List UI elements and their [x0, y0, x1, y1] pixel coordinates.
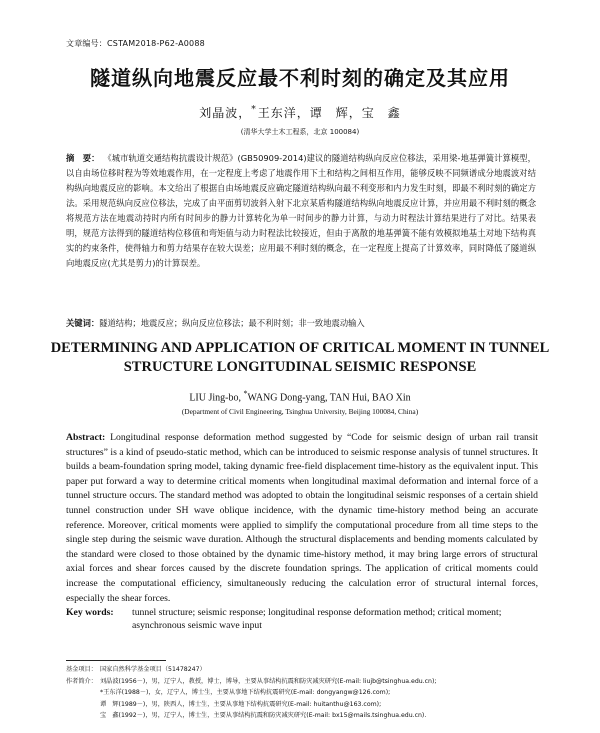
- chinese-abstract: [66, 151, 536, 271]
- english-title-line: STRUCTURE LONGITUDINAL SEISMIC RESPONSE: [123, 359, 477, 375]
- fund-text: 国家自然科学基金项目（51478247）: [100, 666, 206, 673]
- article-number: 文章编号：CSTAM2018-P62-A0088: [66, 39, 205, 48]
- footnote-row: [66, 676, 546, 688]
- footnotes: [66, 664, 546, 722]
- author-bio: 刘晶波(1956－)，男，辽宁人，教授，博士，博导，主要从事结构抗震和防灾减灾研究(E-mail: liujb@tsinghua.edu.cn);: [100, 677, 437, 685]
- chinese-abstract-text: 《城市轨道交通结构抗震设计规范》(GB50909-2014)建议的隧道结构纵向反应位移法，采用梁-地基弹簧计算模型，以自由场位移时程为等效地震作用，在一定程度上考虑了地震作用下土和结构之间相互作用，能够反映不同频谱成分地震波对结构纵向地震反应的影响。本文给出了根据自由场地震反应确定隧道结构纵向最不利变形和内力发生时刻，即最不利时刻的确定方法。采用规范纵向反应位移法，完成了由平面剪切波斜入射下北京某盾构隧道结构纵向地震反应计算，并应用最不利时刻的概念将规范方法在地震动持时内所有时间步的静力计算转化为单一时间步的静力计算，与动力时程法计算结果进行了对比。结果表明，规范方法得到的隧道结构位移值和弯矩值与动力时程法比较接近，但由于离散的地基弹簧不能有效模拟地基土对地下结构真实的约束条件，使得轴力和剪力结果存在较大误差；应用最不利时刻的概念，在一定程度上提高了计算效率，同时降低了隧道纵向地震反应(尤其是剪力)的计算误差。: [66, 153, 536, 268]
- footnote-row: [66, 699, 546, 711]
- english-author-first: LIU Jing-bo,: [189, 392, 241, 404]
- footnote-row: [66, 687, 546, 699]
- english-affiliation: (Department of Civil Engineering, Tsinghua University, Beijing 100084, China): [181, 407, 419, 416]
- chinese-affiliation: (清华大学土木工程系，北京 100084): [240, 128, 360, 136]
- author-bio: 王东洋(1988－)，女，辽宁人，博士生，主要从事地下结构抗震研究(E-mail: dongyangw@126.com);: [103, 689, 391, 697]
- english-authors: [0, 389, 600, 403]
- corresponding-mark: *: [243, 389, 248, 398]
- footnote-row: [66, 664, 546, 676]
- author-name: 谭 辉，: [309, 106, 362, 120]
- about-authors-label: 作者简介：: [66, 677, 97, 685]
- english-abstract-label: Abstract:: [66, 432, 106, 443]
- english-keywords: [66, 606, 538, 632]
- english-title: [40, 339, 560, 377]
- chinese-authors: [0, 104, 600, 121]
- chinese-keywords-label: 关键词：: [66, 318, 100, 328]
- english-title-line: DETERMINING AND APPLICATION OF CRITICAL MOMENT IN TUNNEL: [50, 340, 550, 356]
- english-author-rest: WANG Dong-yang, TAN Hui, BAO Xin: [247, 392, 411, 404]
- footnote-row: [66, 710, 546, 722]
- chinese-keywords-text: 隧道结构；地震反应；纵向反应位移法；最不利时刻；非一致地震动输入: [99, 318, 365, 328]
- chinese-title: 隧道纵向地震反应最不利时刻的确定及其应用: [90, 66, 510, 90]
- author-name: 宝 鑫: [361, 106, 401, 120]
- author-bio: 宝 鑫(1992－)，男，辽宁人，博士生，主要从事结构抗震和防灾减灾研究(E-mail: bx15@mails.tsinghua.edu.cn).: [100, 712, 427, 720]
- english-abstract-text: Longitudinal response deformation method suggested by “Code for seismic design of urban rail transit structures” is a kind of pseudo-static method, which can be introduced to seismic response analysis of tunnel structures. It builds a beam-foundation spring model, taking dynamic free-field displacement time-history as the equivalent input. This paper put forward a way to determine critical moments when longitudinal maximal deformation and internal force of a tunnel structure occurs. The standard method was adopted to obtain the longitudinal seismic responses of a certain shield tunnel construction under SH wave oblique incidence, with the dynamic time-history method being an accurate reference. Moreover, critical moments were applied to simplify the computational procedure from all time steps to the single step during the seismic wave duration. Although the structural displacements and bending moments calculated by the standard were closed to those obtained by the dynamic time-history method, it may bring large errors of structural axial forces and shear forces caused by the discrete foundation springs. The application of critical moments could increase the computational efficiency, simultaneously reducing the calculation error of structural internal forces, especially the shear forces.: [66, 432, 539, 604]
- english-abstract: [66, 431, 538, 606]
- author-bio: 谭 辉(1989－)，男，陕西人，博士生，主要从事地下结构抗震研究(E-mail: huitanthu@163.com);: [100, 700, 382, 708]
- corresponding-mark: *: [251, 105, 257, 115]
- author-name: 刘晶波，: [199, 106, 252, 120]
- fund-label: 基金项目：: [66, 666, 97, 673]
- english-keywords-label: Key words:: [66, 607, 114, 618]
- chinese-abstract-label: 摘 要：: [66, 153, 100, 163]
- author-name: 王东洋，: [257, 106, 310, 120]
- english-keywords-text: tunnel structure; seismic response; longitudinal response deformation method; critical moment;: [132, 607, 502, 618]
- corresponding-mark: *: [100, 689, 104, 697]
- chinese-keywords: [66, 317, 536, 329]
- english-keywords-text: asynchronous seismic wave input: [132, 620, 262, 631]
- footnote-divider: [66, 660, 166, 661]
